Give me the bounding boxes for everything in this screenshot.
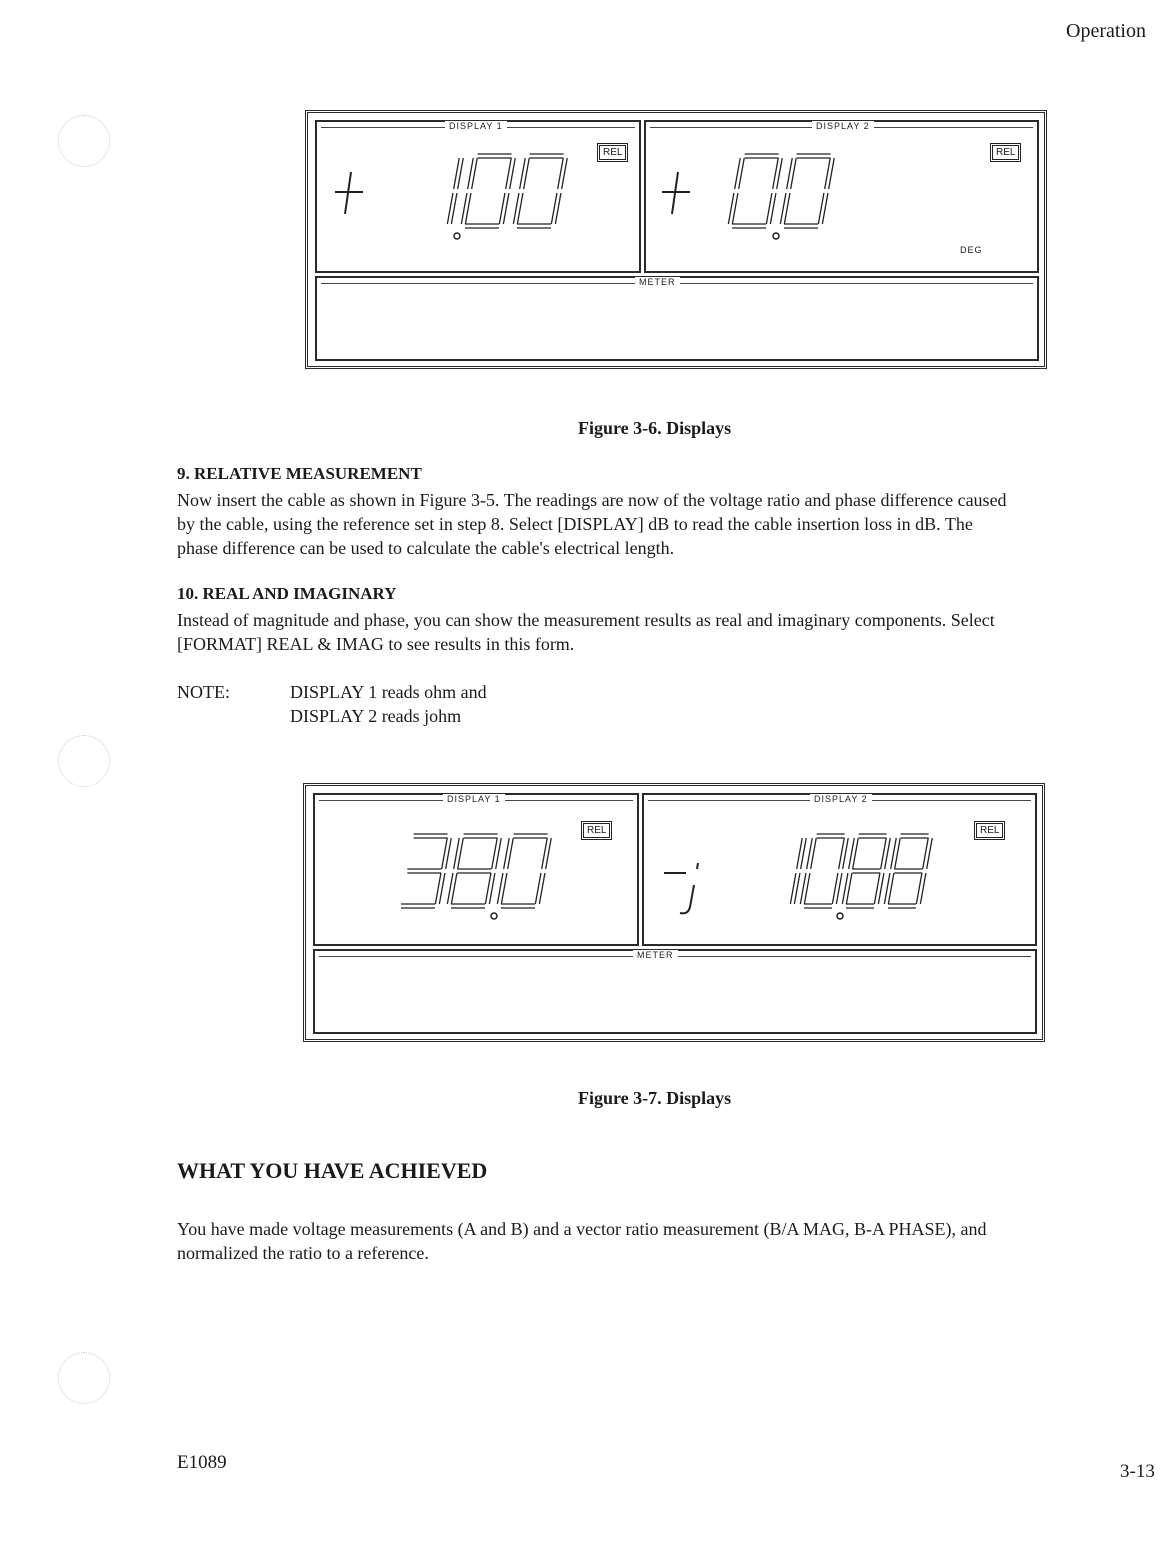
page-number: 3-13 xyxy=(1120,1461,1155,1482)
digit-0 xyxy=(780,154,834,228)
digit-0 xyxy=(513,154,567,228)
seven-segment-reading xyxy=(726,150,846,245)
display-2-box xyxy=(642,793,1037,946)
running-header: Operation xyxy=(1066,20,1146,42)
section-paragraph: Now insert the cable as shown in Figure 3-5. The readings are now of the voltage ratio and phase difference caused by the cable, using the reference set in step 8. Select [DISPLAY] dB to read the cable insertion loss in dB. The phase difference can be used to calculate the cable's electrical length. xyxy=(177,490,1007,558)
section-heading: 10. REAL AND IMAGINARY xyxy=(177,584,397,603)
decimal-point xyxy=(491,913,497,919)
display-2-label: DISPLAY 2 xyxy=(810,794,872,804)
digit-0 xyxy=(461,154,515,228)
sign-plus-glyph xyxy=(331,162,367,227)
digit-0 xyxy=(800,834,848,908)
display-2-box xyxy=(644,120,1039,273)
display-panel-figure-3-6 xyxy=(305,110,1047,369)
digit-0 xyxy=(728,154,782,228)
punch-hole xyxy=(58,1352,110,1404)
digit-8 xyxy=(884,834,932,908)
meter-label: METER xyxy=(633,950,678,960)
punch-hole xyxy=(58,115,110,167)
rel-indicator: REL xyxy=(583,823,610,838)
rel-indicator: REL xyxy=(992,145,1019,160)
figure-caption: Figure 3-6. Displays xyxy=(578,418,732,438)
meter-label: METER xyxy=(635,277,680,287)
rel-indicator: REL xyxy=(599,145,626,160)
figure-caption: Figure 3-7. Displays xyxy=(578,1088,732,1108)
section-paragraph: Instead of magnitude and phase, you can show the measurement results as real and imaginary components. Select [FORMAT] REAL & IMAG to see results in this form. xyxy=(177,610,995,654)
decimal-point xyxy=(454,233,460,239)
display-2-label: DISPLAY 2 xyxy=(812,121,874,131)
digit-1 xyxy=(447,158,463,224)
deg-unit-label: DEG xyxy=(960,245,983,255)
meter-box xyxy=(313,949,1037,1034)
display-1-box xyxy=(315,120,641,273)
seven-segment-reading xyxy=(395,830,575,925)
meter-box xyxy=(315,276,1039,361)
display-1-box xyxy=(313,793,639,946)
rel-indicator: REL xyxy=(976,823,1003,838)
seven-segment-reading xyxy=(756,830,956,925)
digit-8 xyxy=(842,834,890,908)
digit-8 xyxy=(447,834,501,908)
sign-plus-glyph xyxy=(658,162,694,227)
seven-segment-reading xyxy=(407,150,587,245)
section-paragraph: You have made voltage measurements (A and B) and a vector ratio measurement (B/A MAG, B-A PHASE), and normalized the ratio to a reference. xyxy=(177,1219,987,1263)
section-heading: WHAT YOU HAVE ACHIEVED xyxy=(177,1158,488,1183)
section-heading: 9. RELATIVE MEASUREMENT xyxy=(177,464,422,483)
display-1-label: DISPLAY 1 xyxy=(445,121,507,131)
display-1-label: DISPLAY 1 xyxy=(443,794,505,804)
punch-hole xyxy=(58,735,110,787)
display-panel-figure-3-7 xyxy=(303,783,1045,1042)
note-text: DISPLAY 1 reads ohm and DISPLAY 2 reads johm xyxy=(290,682,487,726)
note-label: NOTE: xyxy=(177,682,230,702)
decimal-point xyxy=(837,913,843,919)
digit-1 xyxy=(790,838,806,904)
minus-j-prefix-glyph xyxy=(660,843,720,928)
digit-3 xyxy=(401,834,451,908)
document-number: E1089 xyxy=(177,1452,227,1473)
digit-0 xyxy=(497,834,551,908)
decimal-point xyxy=(773,233,779,239)
